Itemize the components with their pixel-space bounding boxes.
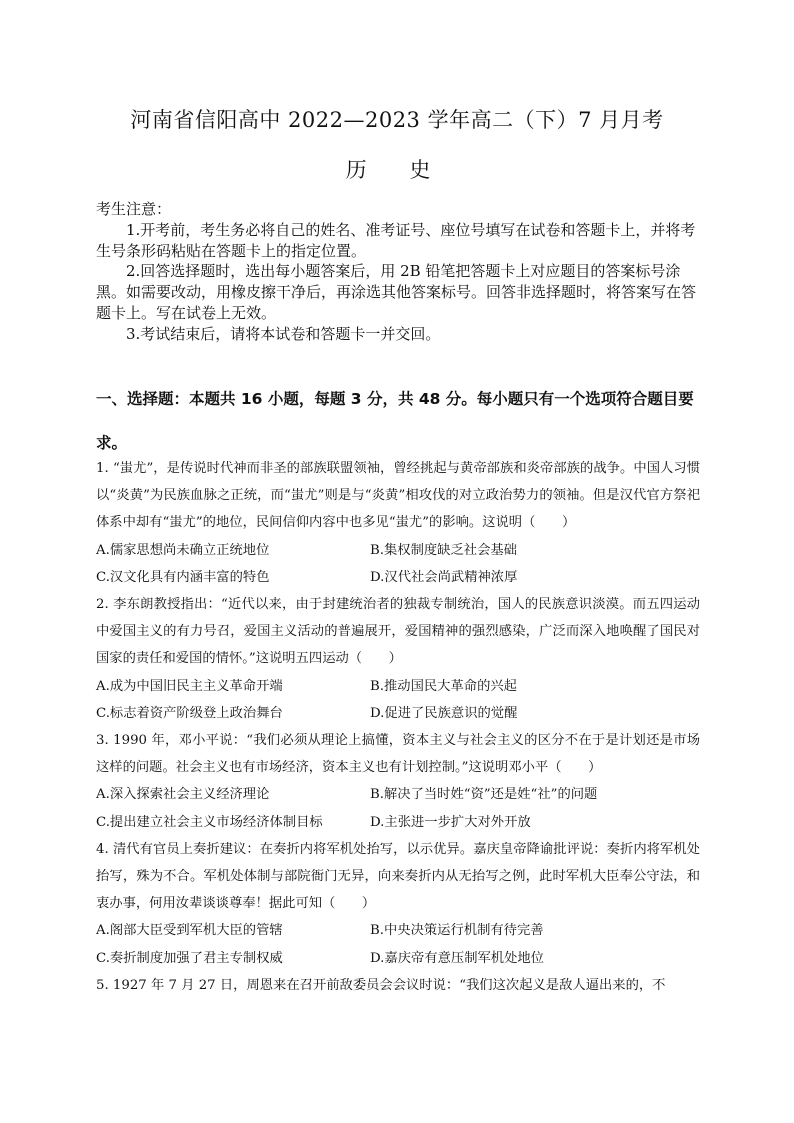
option-d: D.主张进一步扩大对外开放 [370, 814, 531, 830]
option-group [96, 673, 700, 727]
option-group [96, 537, 700, 591]
question-list [96, 455, 700, 999]
question-5 [96, 972, 700, 999]
subject-title: 历 史 [345, 158, 449, 182]
question-1 [96, 455, 700, 591]
option-b: B.解决了当时姓“资”还是姓“社”的问题 [370, 787, 598, 803]
notice-item: 3.考试结束后，请将本试卷和答题卡一并交回。 [126, 324, 441, 343]
option-b: B.集权制度缺乏社会基础 [370, 542, 517, 558]
notice-heading: 考生注意： [96, 200, 172, 218]
question-4 [96, 836, 700, 972]
exam-title: 河南省信阳高中 2022—2023 学年高二（下）7 月月考 [130, 108, 664, 132]
option-c: C.提出建立社会主义市场经济体制目标 [96, 814, 323, 830]
option-a: A.深入探索社会主义经济理论 [96, 787, 270, 803]
option-a: A.阁部大臣受到军机大臣的管辖 [96, 923, 283, 939]
option-c: C.汉文化具有内涵丰富的特色 [96, 569, 270, 585]
option-group [96, 781, 700, 835]
option-c: C.标志着资产阶级登上政治舞台 [96, 705, 283, 721]
question-stem: 1. “蚩尤”，是传说时代神而非圣的部族联盟领袖，曾经挑起与黄帝部族和炎帝部族的战争。中国人习惯以“炎黄”为民族血脉之正统，而“蚩尤”则是与“炎黄”相攻伐的对立政治势力的领袖。但是汉代官方祭祀体系中却有“蚩尤”的地位，民间信仰内容中也多见“蚩尤”的影响。这说明（ ） [96, 461, 700, 531]
option-d: D.促进了民族意识的觉醒 [370, 705, 518, 721]
question-3 [96, 727, 700, 836]
question-stem: 5. 1927 年 7 月 27 日，周恩来在召开前敌委员会会议时说：“我们这次起义是敌人逼出来的，不 [96, 977, 666, 993]
option-a: A.成为中国旧民主主义革命开端 [96, 678, 283, 694]
notice-item: 1.开考前，考生务必将自己的姓名、准考证号、座位号填写在试卷和答题卡上，并将考生号条形码粘贴在答题卡上的指定位置。 [96, 220, 696, 260]
notice-item: 2.回答选择题时，选出每小题答案后，用 2B 铅笔把答题卡上对应题目的答案标号涂黑。如需要改动，用橡皮擦干净后，再涂选其他答案标号。回答非选择题时，将答案写在答题卡上。写在试卷上无效。 [96, 262, 697, 322]
question-2 [96, 591, 700, 727]
option-b: B.推动国民大革命的兴起 [370, 678, 517, 694]
option-d: D.汉代社会尚武精神浓厚 [370, 569, 518, 585]
option-group [96, 917, 700, 971]
question-stem: 4. 清代有官员上奏折建议：在奏折内将军机处抬写，以示优异。嘉庆皇帝降谕批评说：奏折内将军机处抬写，殊为不合。军机处体制与部院衙门无异，向来奏折内从无抬写之例，此时军机大臣奉公守法，和衷办事，何用汝辈谈谈尊奉！据此可知（ ） [96, 841, 700, 912]
option-d: D.嘉庆帝有意压制军机处地位 [370, 950, 544, 966]
question-stem: 2. 李东朗教授指出：“近代以来，由于封建统治者的独裁专制统治，国人的民族意识淡漠。而五四运动中爱国主义的有力号召，爱国主义活动的普遍展开，爱国精神的强烈感染，广泛而深入地唤醒了国民对国家的责任和爱国的情怀。”这说明五四运动（ ） [96, 597, 700, 667]
option-b: B.中央决策运行机制有待完善 [370, 923, 544, 939]
option-a: A.儒家思想尚未确立正统地位 [96, 542, 270, 558]
question-stem: 3. 1990 年，邓小平说：“我们必须从理论上搞懂，资本主义与社会主义的区分不在于是计划还是市场这样的问题。社会主义也有市场经济，资本主义也有计划控制。”这说明邓小平（ ） [96, 733, 700, 776]
candidate-notice [96, 199, 706, 345]
section-heading: 一、选择题：本题共 16 小题，每题 3 分，共 48 分。每小题只有一个选项符合题目要求。 [96, 390, 694, 452]
option-c: C.奏折制度加强了君主专制权威 [96, 950, 283, 966]
